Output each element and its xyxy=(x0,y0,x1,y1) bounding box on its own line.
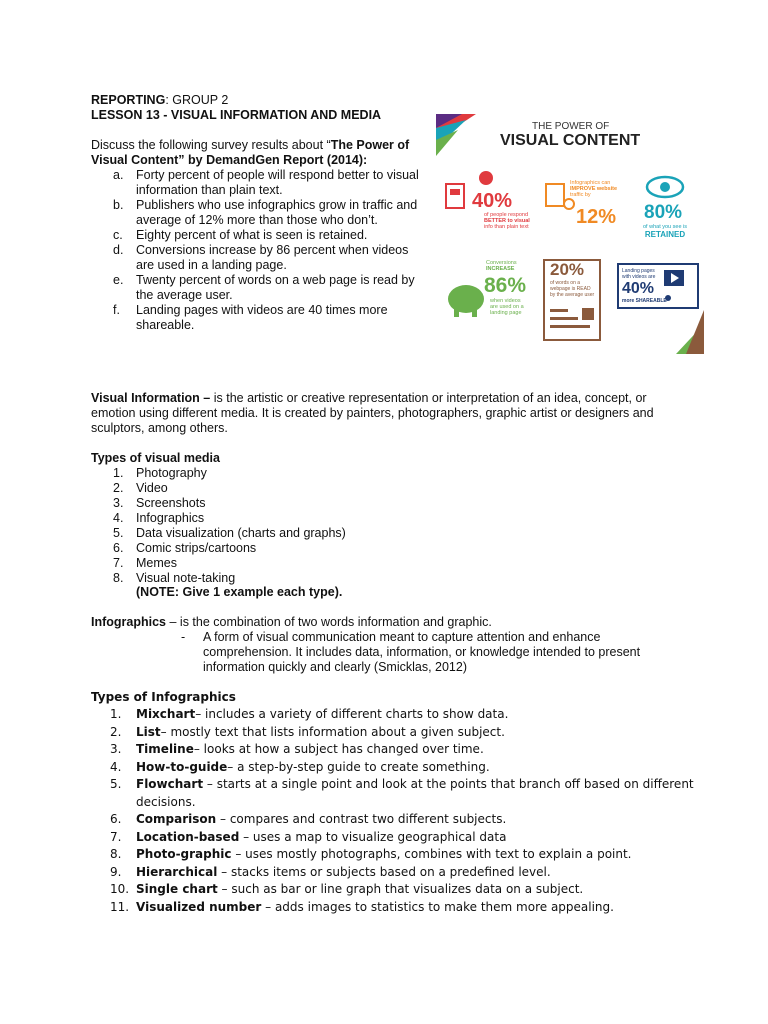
infographic-type-item xyxy=(136,812,506,827)
infographic-type-term: Photo-graphic xyxy=(136,847,232,861)
media-item-number: 6. xyxy=(113,541,124,555)
infographic-type-item xyxy=(136,707,508,722)
survey-intro-line-1 xyxy=(91,138,409,153)
stat-12-caption: Infographics can IMPROVE website traffic by xyxy=(570,180,618,198)
infographic-type-term: Comparison xyxy=(136,812,217,826)
types-media-note: (NOTE: Give 1 example each type). xyxy=(136,585,343,599)
infographic-type-term: Location-based xyxy=(136,829,240,844)
media-item: Visual note-taking xyxy=(136,571,236,585)
visual-info-term: Visual Information – xyxy=(91,391,211,405)
media-item: Screenshots xyxy=(136,496,206,510)
stat-40b-caption-top: Landing pages with videos are xyxy=(622,268,656,280)
visual-info-line-3: sculptors, among others. xyxy=(91,421,228,435)
infographic-type-number: 4. xyxy=(110,759,122,774)
infographic-type-item xyxy=(136,847,632,862)
infographic-type-item xyxy=(136,830,506,845)
infographic-type-description: – uses a map to visualize geographical data xyxy=(239,829,507,844)
infographic-title: VISUAL CONTENT xyxy=(500,132,641,149)
stat-86-caption-top: Conversions INCREASE xyxy=(486,260,517,272)
media-item-number: 8. xyxy=(113,571,124,585)
infographic-type-number: 2. xyxy=(110,724,122,739)
document-icon xyxy=(446,184,464,208)
infographics-def-line: Infographics – is the combination of two words information and graphic. xyxy=(91,615,492,629)
infographics-sub-line-3: information quickly and clearly (Smicklas, 2012) xyxy=(203,660,467,674)
infographic-type-description: – includes a variety of different charts to show data. xyxy=(195,707,509,721)
stat-20-caption: of words on a webpage is READ by the average user xyxy=(550,280,595,298)
survey-intro-text: Discuss the following survey results about “ xyxy=(91,138,331,152)
survey-item-marker: d. xyxy=(113,243,124,257)
media-item-number: 2. xyxy=(113,481,124,495)
corner-shape-brown-br xyxy=(686,310,704,354)
infographic-type-description: – uses mostly photographs, combines with text to explain a point. xyxy=(231,847,632,861)
infographic-type-description-cont: decisions. xyxy=(136,794,196,809)
survey-item-text: Landing pages with videos are 40 times more xyxy=(136,303,388,317)
stat-40b-caption-bottom: more SHAREABLE xyxy=(622,298,667,304)
infographic-type-description: – stacks items or subjects based on a predefined level. xyxy=(217,864,551,879)
infographic-type-item xyxy=(136,900,614,915)
infographic-type-description: – compares and contrast two different subjects. xyxy=(216,812,507,826)
infographic-type-description: – starts at a single point and look at the points that branch off based on different xyxy=(203,777,694,791)
infographic-type-item xyxy=(136,882,583,897)
media-item: Memes xyxy=(136,556,177,570)
infographic-type-description: – a step-by-step guide to create something. xyxy=(227,759,490,774)
infographic-type-item xyxy=(136,865,551,880)
media-item: Infographics xyxy=(136,511,205,525)
infographic-type-number: 8. xyxy=(110,847,122,861)
infographic-type-number: 5. xyxy=(110,777,122,791)
survey-item-text: Eighty percent of what is seen is retained. xyxy=(136,228,368,242)
stat-40-value: 40% xyxy=(472,190,513,212)
infographic-type-term: Flowchart xyxy=(136,777,204,791)
infographic-type-term: Visualized number xyxy=(136,899,262,914)
infographics-dash: - xyxy=(181,630,186,644)
media-item-number: 1. xyxy=(113,466,124,480)
infographic-type-description: – mostly text that lists information about a given subject. xyxy=(160,724,505,739)
survey-item-marker: e. xyxy=(113,273,124,287)
media-item: Comic strips/cartoons xyxy=(136,541,257,555)
stat-40-caption: of people respond BETTER to visual info than plain text xyxy=(484,212,530,230)
infographic-type-item xyxy=(136,760,490,775)
visual-info-line-1: Visual Information – is the artistic or creative representation or interpretation of an idea, concept, or xyxy=(91,391,647,405)
reporting-line xyxy=(91,93,228,108)
infographic-type-item xyxy=(136,777,694,792)
infographic-type-number: 10. xyxy=(110,882,130,896)
media-item: Photography xyxy=(136,466,207,480)
survey-item-text: the average user. xyxy=(136,288,233,302)
survey-item-text: are used in a landing page. xyxy=(136,258,287,272)
stat-80-value: 80% xyxy=(644,202,683,223)
infographic-type-term: How-to-guide xyxy=(136,759,228,774)
survey-item-marker: c. xyxy=(113,228,123,242)
infographic-type-term: Single chart xyxy=(136,882,218,896)
survey-title-part-2: Visual Content” by DemandGen Report (2014): xyxy=(91,153,368,167)
stat-20-value: 20% xyxy=(550,260,585,279)
infographic-title-small: THE POWER OF xyxy=(532,121,610,132)
types-infographics-heading: Types of Infographics xyxy=(91,690,236,704)
stat-80-caption: of what you see is RETAINED xyxy=(642,224,688,239)
reporting-label: REPORTING xyxy=(91,93,166,107)
infographic-type-description: – such as bar or line graph that visualizes data on a subject. xyxy=(217,882,584,896)
survey-item-text: Twenty percent of words on a web page is read by xyxy=(136,273,415,287)
media-item: Video xyxy=(136,481,168,495)
survey-item-marker: a. xyxy=(113,168,124,182)
stat-86-caption-bottom: when videos are used on a landing page xyxy=(490,298,524,316)
infographic-type-number: 9. xyxy=(110,864,122,879)
survey-item-text: Publishers who use infographics grow in traffic and xyxy=(136,198,418,212)
survey-item-text: Conversions increase by 86 percent when videos xyxy=(136,243,409,257)
infographic-type-term: Timeline xyxy=(136,742,194,756)
stat-40b-value: 40% xyxy=(622,280,655,297)
media-item-number: 5. xyxy=(113,526,124,540)
survey-item-text: shareable. xyxy=(136,318,195,332)
infographic-type-number: 11. xyxy=(110,899,130,914)
infographic-type-number: 3. xyxy=(110,742,122,756)
lesson-title: LESSON 13 - VISUAL INFORMATION AND MEDIA xyxy=(91,108,382,122)
infographic-type-number: 6. xyxy=(110,812,122,826)
infographics-sub-line-2: comprehension. It includes data, information, or knowledge intended to present xyxy=(203,645,641,659)
media-item-number: 7. xyxy=(113,556,124,570)
stat-12-value: 12% xyxy=(576,206,617,228)
types-media-heading: Types of visual media xyxy=(91,451,220,465)
infographic-type-term: Mixchart xyxy=(136,707,196,721)
infographic-type-term: Hierarchical xyxy=(136,864,218,879)
infographic-type-item xyxy=(136,725,505,740)
infographic-type-number: 7. xyxy=(110,829,122,844)
chart-doc-icon xyxy=(546,184,564,206)
visual-info-line-2: emotion using different media. It is created by painters, photographers, graphic artist or designers and xyxy=(91,406,654,420)
piggy-bank-icon xyxy=(448,285,484,313)
media-item: Data visualization (charts and graphs) xyxy=(136,526,346,540)
infographic-type-description: – adds images to statistics to make them more appealing. xyxy=(261,899,614,914)
infographic-type-term: List xyxy=(136,724,161,739)
survey-item-marker: b. xyxy=(113,198,124,212)
infographic-type-item xyxy=(136,742,484,757)
survey-title-part-1: The Power of xyxy=(330,138,410,152)
media-item-number: 3. xyxy=(113,496,124,510)
infographics-term: Infographics xyxy=(91,615,167,629)
stat-86-value: 86% xyxy=(484,274,527,297)
survey-item-marker: f. xyxy=(113,303,120,317)
media-item-number: 4. xyxy=(113,511,124,525)
survey-item-text: information than plain text. xyxy=(136,183,283,197)
reporting-group: : GROUP 2 xyxy=(165,93,229,107)
survey-item-text: Forty percent of people will respond better to visual xyxy=(136,168,419,182)
infographic-type-description: – looks at how a subject has changed over time. xyxy=(193,742,484,756)
visual-content-infographic xyxy=(436,114,704,354)
infographic-type-number: 1. xyxy=(110,707,122,721)
survey-item-text: average of 12% more than those who don’t. xyxy=(136,213,378,227)
heart-icon xyxy=(479,171,493,185)
infographics-sub-line-1: A form of visual communication meant to capture attention and enhance xyxy=(203,630,601,644)
